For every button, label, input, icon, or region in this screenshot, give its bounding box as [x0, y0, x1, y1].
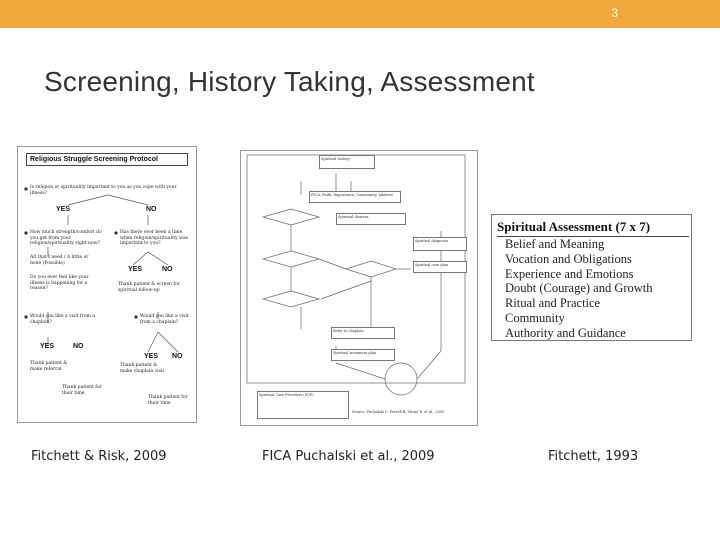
flow-box-care-plan: Spiritual care plan	[413, 261, 467, 273]
slide-title: Screening, History Taking, Assessment	[44, 66, 535, 97]
protocol-question-8: Would you like a visit from a chaplain?	[140, 314, 189, 325]
slide-number: 3	[611, 6, 618, 20]
assessment-item: Doubt (Courage) and Growth	[505, 281, 653, 296]
assessment-heading: Spiritual Assessment (7 x 7)	[497, 219, 689, 237]
yes-label-3: YES	[40, 343, 55, 350]
assessment-item: Experience and Emotions	[505, 266, 634, 281]
spiritual-assessment-box	[491, 214, 692, 341]
flow-box-diagnosis: Spiritual diagnosis	[413, 237, 467, 251]
yes-label-2: YES	[128, 266, 143, 273]
caption-fitchett-risk: Fitchett & Risk, 2009	[31, 449, 167, 464]
assessment-item: Belief and Meaning	[505, 237, 605, 251]
yes-label-1: YES	[56, 206, 71, 213]
flow-box-distress: Spiritual distress	[336, 213, 406, 225]
caption-fitchett: Fitchett, 1993	[548, 449, 639, 464]
fica-flowchart-figure	[240, 150, 478, 426]
protocol-question-2: How much strength/comfort do you get from your religion/spirituality right now?	[30, 230, 102, 247]
no-label-4: NO	[172, 353, 183, 360]
protocol-question-3: Has there ever been a time when religion/spirituality was important to you?	[120, 230, 188, 247]
thank-time-2: Thank patient for their time	[148, 395, 188, 406]
assessment-item: Vocation and Obligations	[505, 251, 632, 266]
protocol-heading: Religious Struggle Screening Protocol	[26, 153, 188, 166]
protocol-question-5: Do you ever feel like your illness is happening for a reason?	[30, 275, 89, 292]
assessment-item: Authority and Guidance	[505, 325, 626, 340]
no-label-1: NO	[146, 206, 157, 213]
top-accent-bar	[0, 0, 720, 28]
thank-refer-1: Thank patient & make referral	[30, 361, 68, 372]
caption-fica: FICA Puchalski et al., 2009	[262, 449, 435, 464]
protocol-question-4: All that I need / A little or none (Possible)	[30, 255, 89, 266]
flow-source-note: Source: Puchalski C, Ferrell B, Virani R, et al., 2009	[351, 409, 469, 419]
flow-box-providers: Spiritual Care Providers (SCP)	[257, 391, 349, 419]
yes-label-4: YES	[144, 353, 159, 360]
protocol-question-6: Thank patient & screen for spiritual follow-up	[118, 282, 180, 293]
protocol-question-1: Is religion or spirituality important to you as you cope with your illness?	[30, 185, 177, 196]
assessment-item: Ritual and Practice	[505, 296, 601, 311]
protocol-question-7: Would you like a visit from a chaplain?	[30, 314, 95, 325]
flow-box-refer: Refer to chaplain	[331, 327, 395, 339]
flow-box-fica: FICA: Faith, Importance, Community, Address	[309, 191, 401, 203]
thank-time-1: Thank patient for their time	[62, 385, 102, 396]
screening-protocol-figure	[17, 146, 197, 423]
no-label-2: NO	[162, 266, 173, 273]
flow-box-treatment: Spiritual treatment plan	[331, 349, 395, 361]
assessment-item: Community	[505, 310, 565, 325]
assessment-list	[505, 237, 691, 341]
no-label-3: NO	[73, 343, 84, 350]
flow-box-history: Spiritual history	[319, 155, 375, 169]
thank-refer-2: Thank patient & make chaplain visit	[120, 363, 165, 374]
